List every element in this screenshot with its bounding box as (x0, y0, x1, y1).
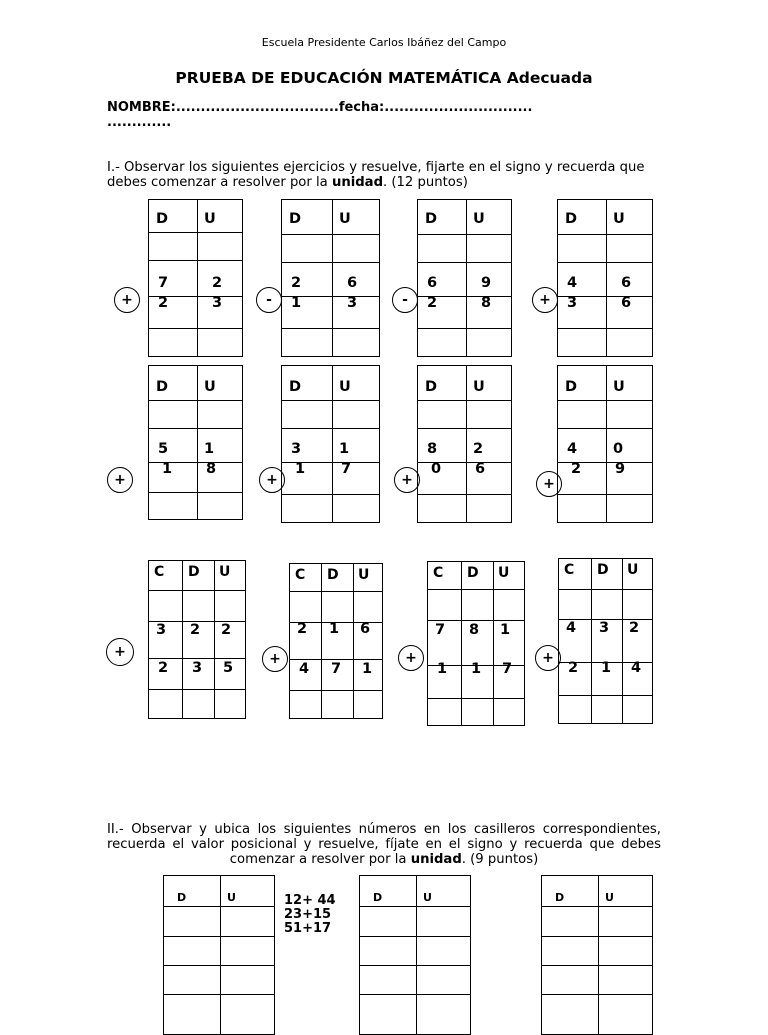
column-header-u: U (613, 211, 625, 227)
sign-circle: + (535, 645, 561, 671)
digit-units: 0 (613, 441, 624, 457)
grid-row-line (428, 620, 524, 621)
digit-tens: 2 (427, 295, 438, 311)
grid-column-line (197, 366, 198, 519)
grid-row-line (282, 494, 379, 495)
grid-row-line (360, 965, 470, 966)
grid-row-line (542, 906, 652, 907)
digit: 6 (360, 621, 371, 637)
sign-circle: + (114, 287, 140, 313)
digit: 7 (331, 661, 342, 677)
grid-row-line (558, 428, 652, 429)
digit-tens: 0 (431, 461, 442, 477)
grid-row-line (282, 428, 379, 429)
digit-units: 6 (621, 275, 632, 291)
grid-row-line (418, 262, 511, 263)
digit-tens: 3 (291, 441, 302, 457)
exercise-table-cdu (289, 563, 383, 719)
grid-row-line (418, 400, 511, 401)
grid-row-line (149, 328, 242, 329)
digit: 2 (568, 660, 579, 676)
digit-tens: 1 (162, 461, 173, 477)
grid-column-line (598, 876, 599, 1034)
digit-units: 2 (212, 275, 223, 291)
grid-column-line (493, 562, 494, 725)
grid-row-line (558, 328, 652, 329)
column-header-u: U (605, 891, 614, 904)
grid-row-line (164, 994, 274, 995)
sign-circle: + (259, 467, 285, 493)
digit-units: 9 (615, 461, 626, 477)
grid-column-line (622, 559, 623, 723)
sign-circle: + (262, 646, 288, 672)
grid-column-line (461, 562, 462, 725)
section-1-bold-word: unidad (331, 175, 384, 190)
grid-row-line (360, 936, 470, 937)
grid-row-line (418, 328, 511, 329)
column-header-d: D (565, 211, 578, 227)
digit-tens: 4 (567, 441, 578, 457)
grid-row-line (290, 591, 382, 592)
grid-column-line (220, 876, 221, 1034)
digit-tens: 2 (158, 295, 169, 311)
column-header-c: C (564, 562, 575, 578)
sign-circle: - (256, 287, 282, 313)
grid-row-line (418, 234, 511, 235)
column-header-u: U (613, 379, 625, 395)
digit: 1 (362, 661, 373, 677)
grid-row-line (290, 690, 382, 691)
grid-row-line (428, 698, 524, 699)
column-header-u: U (473, 211, 485, 227)
grid-row-line (559, 695, 652, 696)
digit: 2 (221, 622, 232, 638)
column-header-u: U (204, 211, 216, 227)
grid-row-line (418, 428, 511, 429)
grid-row-line (149, 590, 245, 591)
digit: 7 (502, 661, 513, 677)
digit: 2 (190, 622, 201, 638)
digit-units: 6 (347, 275, 358, 291)
grid-row-line (542, 994, 652, 995)
grid-column-line (332, 200, 333, 356)
column-header-u: U (339, 211, 351, 227)
sign-circle: + (394, 467, 420, 493)
column-header-c: C (154, 564, 165, 580)
digit: 4 (299, 661, 310, 677)
sign-circle: + (398, 645, 424, 671)
digit: 2 (158, 660, 169, 676)
column-header-d: D (555, 891, 565, 904)
name-date-line-2: ............. (107, 115, 172, 130)
digit-tens: 2 (571, 461, 582, 477)
grid-column-line (416, 876, 417, 1034)
digit-units: 7 (341, 461, 352, 477)
digit-units: 3 (347, 295, 358, 311)
grid-row-line (164, 965, 274, 966)
digit-units: 3 (212, 295, 223, 311)
column-header-d: D (425, 379, 438, 395)
digit: 1 (437, 661, 448, 677)
column-header-u: U (339, 379, 351, 395)
sign-circle: - (392, 287, 418, 313)
sign-circle: + (532, 287, 558, 313)
column-header-u: U (204, 379, 216, 395)
column-header-u: U (219, 564, 231, 580)
column-header-u: U (227, 891, 236, 904)
sign-circle: + (107, 467, 133, 493)
digit-units: 8 (481, 295, 492, 311)
digit: 7 (435, 622, 446, 638)
grid-row-line (558, 494, 652, 495)
column-header-d: D (156, 211, 169, 227)
grid-row-line (149, 260, 242, 261)
digit-tens: 4 (567, 275, 578, 291)
name-date-line (107, 100, 532, 130)
grid-row-line (164, 906, 274, 907)
grid-row-line (149, 232, 242, 233)
digit-units: 9 (481, 275, 492, 291)
column-header-d: D (156, 379, 169, 395)
grid-column-line (214, 561, 215, 718)
digit-units: 6 (621, 295, 632, 311)
digit-tens: 2 (291, 275, 302, 291)
grid-row-line (428, 589, 524, 590)
section-1-points: . (12 puntos) (383, 175, 468, 190)
grid-row-line (149, 658, 245, 659)
grid-column-line (332, 366, 333, 522)
column-header-d: D (188, 564, 200, 580)
grid-row-line (559, 589, 652, 590)
grid-column-line (182, 561, 183, 718)
column-header-d: D (289, 211, 302, 227)
page-title: PRUEBA DE EDUCACIÓN MATEMÁTICA Adecuada (175, 69, 593, 87)
section-2-text: II.- Observar y ubica los siguientes números en los casilleros correspondientes, recuerda el valor posicional y resuelve, fíjate en el signo y recuerda que debes comenzar a resolver por la (107, 822, 661, 867)
grid-row-line (164, 936, 274, 937)
section-1-text: I.- Observar los siguientes ejercicios y resuelve, fijarte en el signo y recuerda que debes comenzar a resolver por la (107, 160, 645, 190)
column-header-u: U (358, 567, 370, 583)
column-header-d: D (467, 565, 479, 581)
exercise-table-cdu (148, 560, 246, 719)
column-header-u: U (627, 562, 639, 578)
grid-column-line (466, 200, 467, 356)
name-date-line-1: NOMBRE:.................................fecha:.............................. (107, 100, 533, 115)
column-header-d: D (289, 379, 302, 395)
digit-units: 6 (475, 461, 486, 477)
column-header-d: D (565, 379, 578, 395)
digit-units: 1 (204, 441, 215, 457)
digit-tens: 5 (158, 441, 169, 457)
addition-item: 12+ 44 (284, 893, 336, 908)
addition-list (284, 894, 336, 936)
grid-row-line (542, 965, 652, 966)
digit: 3 (156, 622, 167, 638)
grid-row-line (290, 659, 382, 660)
column-header-d: D (597, 562, 609, 578)
digit-tens: 7 (158, 275, 169, 291)
grid-column-line (321, 564, 322, 718)
grid-row-line (282, 328, 379, 329)
section-2-instructions (107, 822, 661, 867)
addition-item: 23+15 (284, 907, 332, 922)
grid-column-line (197, 200, 198, 356)
digit: 5 (223, 660, 234, 676)
column-header-d: D (177, 891, 187, 904)
digit-tens: 6 (427, 275, 438, 291)
section-1-instructions (107, 160, 661, 190)
addition-item: 51+17 (284, 921, 332, 936)
school-name: Escuela Presidente Carlos Ibáñez del Campo (261, 36, 507, 49)
grid-row-line (360, 994, 470, 995)
exercise-table-cdu (558, 558, 653, 724)
column-header-u: U (498, 565, 510, 581)
digit-units: 8 (206, 461, 217, 477)
digit-tens: 3 (567, 295, 578, 311)
digit-tens: 1 (295, 461, 306, 477)
grid-row-line (360, 906, 470, 907)
grid-row-line (558, 234, 652, 235)
grid-row-line (149, 428, 242, 429)
column-header-d: D (327, 567, 339, 583)
grid-row-line (282, 234, 379, 235)
grid-row-line (149, 400, 242, 401)
digit: 2 (297, 621, 308, 637)
grid-column-line (353, 564, 354, 718)
digit: 3 (192, 660, 203, 676)
digit: 1 (471, 661, 482, 677)
column-header-d: D (425, 211, 438, 227)
digit: 3 (599, 620, 610, 636)
digit: 4 (566, 620, 577, 636)
section-2-points: . (9 puntos) (461, 852, 539, 867)
column-header-c: C (295, 567, 306, 583)
digit: 1 (500, 622, 511, 638)
grid-row-line (282, 400, 379, 401)
grid-row-line (542, 936, 652, 937)
digit: 2 (629, 620, 640, 636)
column-header-d: D (373, 891, 383, 904)
digit: 4 (631, 660, 642, 676)
grid-column-line (466, 366, 467, 522)
section-2-bold-word: unidad (410, 852, 462, 867)
digit: 1 (329, 621, 340, 637)
digit-tens: 8 (427, 441, 438, 457)
grid-column-line (591, 559, 592, 723)
sign-circle: + (106, 638, 134, 666)
column-header-u: U (473, 379, 485, 395)
grid-row-line (418, 494, 511, 495)
digit-tens: 1 (291, 295, 302, 311)
grid-row-line (558, 400, 652, 401)
grid-row-line (282, 262, 379, 263)
exercise-table-cdu (427, 561, 525, 726)
column-header-c: C (433, 565, 444, 581)
digit-units: 2 (473, 441, 484, 457)
grid-column-line (606, 200, 607, 356)
column-header-u: U (423, 891, 432, 904)
grid-row-line (149, 492, 242, 493)
digit: 8 (469, 622, 480, 638)
grid-column-line (606, 366, 607, 522)
digit: 1 (601, 660, 612, 676)
digit-units: 1 (339, 441, 350, 457)
grid-row-line (149, 689, 245, 690)
grid-row-line (558, 262, 652, 263)
sign-circle: + (536, 471, 562, 497)
